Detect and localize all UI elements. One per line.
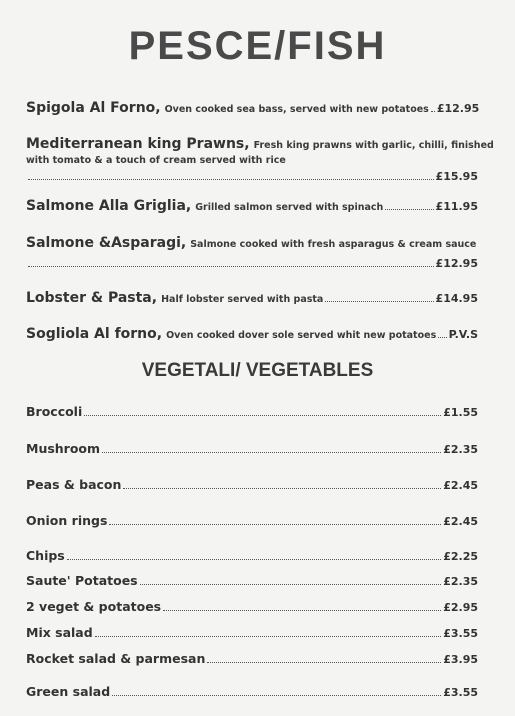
dot-leader [140,584,442,585]
dot-leader [112,695,441,696]
item-name: Mix salad [26,625,93,640]
fish-item [26,136,494,183]
item-description: Salmone cooked with fresh asparagus & cream sauce [190,239,477,250]
item-price: £2.45 [443,479,478,492]
dot-leader [109,524,441,525]
item-name: Salmone &Asparagi, [26,235,187,251]
vegetable-item [26,404,478,419]
item-name: 2 veget & potatoes [26,599,162,614]
item-name: Mediterranean king Prawns, [26,136,250,152]
item-description: Half lobster served with pasta [161,294,324,305]
item-description: Oven cooked dover sole served whit new potatoes [166,330,437,341]
item-price: £12.95 [435,257,478,270]
dot-leader [385,209,433,210]
dot-leader [95,636,442,637]
item-price: £2.35 [443,575,478,588]
fish-item [26,290,478,306]
item-description: Grilled salmon served with spinach [195,202,384,213]
dot-leader [438,337,446,338]
item-name: Green salad [26,684,111,699]
dot-leader [67,559,441,560]
item-price: £1.55 [443,406,478,419]
dot-leader [123,488,441,489]
item-name: Chips [26,548,65,563]
item-name: Onion rings [26,513,108,528]
item-price: £2.25 [443,550,478,563]
item-name: Sogliola Al forno, [26,326,163,342]
item-description-continued: with tomato & a touch of cream served with rice [26,155,286,166]
item-price: £3.95 [443,653,478,666]
item-price: £2.35 [443,443,478,456]
item-price: £14.95 [435,292,478,305]
vegetable-item [26,477,478,492]
item-price: £2.95 [443,601,478,614]
item-price: P.V.S [448,328,478,341]
dot-leader [28,179,434,180]
fish-item [26,326,478,342]
item-name: Salmone Alla Griglia, [26,198,192,214]
item-price: £3.55 [443,627,478,640]
item-name: Mushroom [26,441,101,456]
item-price: £15.95 [435,170,478,183]
vegetable-item [26,684,478,699]
dot-leader [28,266,434,267]
item-description: Fresh king prawns with garlic, chilli, finished [253,140,494,151]
item-price: £12.95 [436,102,480,115]
dot-leader [102,452,441,453]
vegetable-item [26,548,478,563]
item-price: £2.45 [443,515,478,528]
dot-leader [431,111,435,112]
dot-leader [325,301,433,302]
item-price: £11.95 [435,200,478,213]
page-title: PESCE/FISH [128,24,387,68]
dot-leader [163,610,441,611]
vegetable-item [26,599,478,614]
item-name: Saute' Potatoes [26,573,138,588]
item-description: Oven cooked sea bass, served with new potatoes [164,104,429,115]
item-name: Broccoli [26,404,83,419]
item-price: £3.55 [443,686,478,699]
item-name: Peas & bacon [26,477,122,492]
fish-item [26,198,478,214]
vegetable-item [26,573,478,588]
dot-leader [84,415,441,416]
item-name: Lobster & Pasta, [26,290,158,306]
vegetable-item [26,513,478,528]
fish-item [26,235,478,270]
dot-leader [207,662,441,663]
vegetable-item [26,625,478,640]
fish-item [26,100,478,116]
item-name: Spigola Al Forno, [26,100,161,116]
vegetable-item [26,651,478,666]
item-name: Rocket salad & parmesan [26,651,206,666]
vegetable-item [26,441,478,456]
section-heading-vegetables: VEGETALI/ VEGETABLES [141,360,374,381]
